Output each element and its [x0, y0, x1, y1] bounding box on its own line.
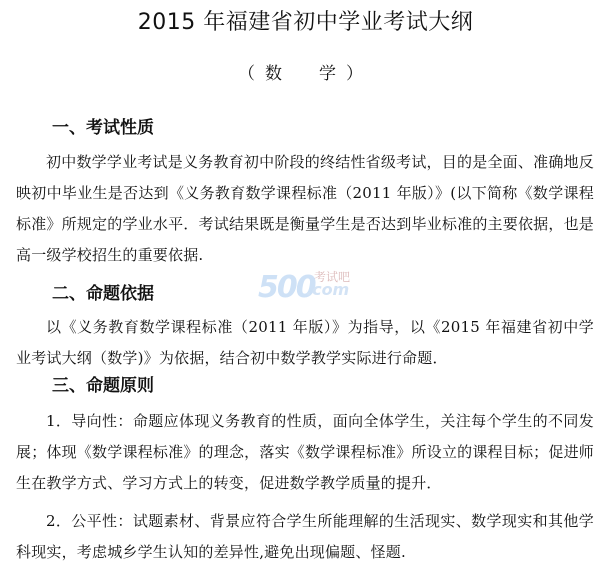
watermark-chinese: 考试吧: [314, 270, 351, 284]
principle-fairness-paragraph: 2．公平性：试题素材、背景应符合学生所能理解的生活现实、数学现实和其他学科现实，考虑城乡学生认知的差异性,避免出现偏题、怪题.: [16, 512, 594, 561]
document-subtitle: （数 学）: [238, 64, 373, 84]
section-basis-paragraph: 以《义务教育数学课程标准（2011 年版）》为指导，以《2015 年福建省初中学业考试大纲（数学)》为依据，结合初中数学教学实际进行命题．: [16, 318, 594, 367]
watermark-number: 500: [258, 270, 315, 305]
section-nature-paragraph: 初中数学学业考试是义务教育初中阶段的终结性省级考试，目的是全面、准确地反映初中毕业生是否达到《义务教育数学课程标准（2011 年版）》(以下简称《数学课程标准》所规定的学业水平．考试结果既是衡量学生是否达到毕业标准的主要依据，也是高一级学校招生的重要依据.: [16, 153, 594, 264]
section-heading-basis: 二、命题依据: [52, 284, 154, 304]
watermark-domain: .com: [306, 280, 350, 299]
principle-guidance-paragraph: 1．导向性：命题应体现义务教育的性质，面向全体学生，关注每个学生的不同发展；体现《数学课程标准》的理念，落实《数学课程标准》所设立的课程目标；促进师生在教学方式、学习方式上的转变，促进数学教学质量的提升．: [16, 412, 594, 492]
document-title: 2015 年福建省初中学业考试大纲: [137, 10, 474, 35]
section-heading-principles: 三、命题原则: [52, 376, 154, 396]
section-heading-nature: 一、考试性质: [52, 118, 154, 138]
watermark-logo: [258, 266, 368, 310]
